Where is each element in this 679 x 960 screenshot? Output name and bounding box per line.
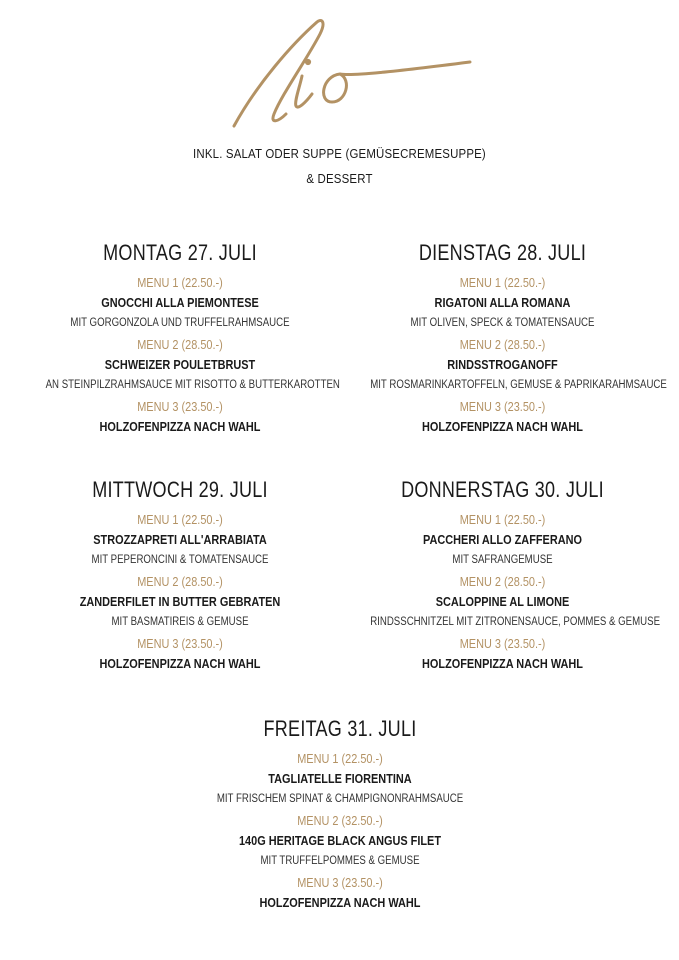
dish-name: HOLZOFENPIZZA NACH WAHL xyxy=(99,419,261,434)
menu-label: MENU 2 (28.50.-) xyxy=(137,337,223,352)
menu-label: MENU 2 (28.50.-) xyxy=(459,574,546,589)
dish-name: RINDSSTROGANOFF xyxy=(447,357,558,372)
dish-description: MIT BASMATIREIS & GEMÜSE xyxy=(111,616,249,628)
dish-description: MIT GORGONZOLA UND TRÜFFELRAHMSAUCE xyxy=(70,317,290,329)
menu-label: MENU 1 (22.50.-) xyxy=(297,751,383,766)
dish-description: MIT SAFRANGEMÜSE xyxy=(452,554,553,566)
day-title: DIENSTAG 28. JULI xyxy=(418,240,587,265)
dish-name: ZANDERFILET IN BUTTER GEBRATEN xyxy=(79,594,281,609)
dish-name: SCHWEIZER POULETBRUST xyxy=(104,357,256,372)
day-block-friday xyxy=(180,716,500,913)
dish-description: MIT PEPERONCINI & TOMATENSAUCE xyxy=(91,554,269,566)
dish-description: RINDSSCHNITZEL MIT ZITRONENSAUCE, POMMES & GEMÜSE xyxy=(370,616,661,628)
menu-label: MENU 3 (23.50.-) xyxy=(459,636,546,651)
menu-label: MENU 3 (23.50.-) xyxy=(297,875,383,890)
dish-name: STROZZAPRETI ALL'ARRABIATA xyxy=(93,532,267,547)
menu-label: MENU 1 (22.50.-) xyxy=(459,275,546,290)
dish-name: HOLZOFENPIZZA NACH WAHL xyxy=(422,656,583,671)
menu-label: MENU 3 (23.50.-) xyxy=(137,399,223,414)
day-title: MITTWOCH 29. JULI xyxy=(92,477,268,502)
day-block-tuesday xyxy=(345,240,667,437)
dish-name: TAGLIATELLE FIORENTINA xyxy=(268,771,412,786)
dish-name: RIGATONI ALLA ROMANA xyxy=(434,295,571,310)
menu-label: MENU 1 (22.50.-) xyxy=(459,512,546,527)
dish-name: HOLZOFENPIZZA NACH WAHL xyxy=(259,895,421,910)
day-title: FREITAG 31. JULI xyxy=(263,716,417,741)
dish-description: MIT OLIVEN, SPECK & TOMATENSAUCE xyxy=(410,317,595,329)
menu-label: MENU 1 (22.50.-) xyxy=(137,275,223,290)
dish-name: SCALOPPINE AL LIMONE xyxy=(435,594,570,609)
dish-name: 140G HERITAGE BLACK ANGUS FILET xyxy=(238,833,442,848)
dish-description: MIT TRÜFFELPOMMES & GEMÜSE xyxy=(260,855,420,867)
intro-line-2: & DESSERT xyxy=(306,171,373,186)
day-title: DONNERSTAG 30. JULI xyxy=(401,477,604,502)
day-title: MONTAG 27. JULI xyxy=(103,240,257,265)
day-block-wednesday xyxy=(20,477,340,674)
dish-name: GNOCCHI ALLA PIEMONTESE xyxy=(101,295,259,310)
day-block-thursday xyxy=(345,477,660,674)
intro-line-1: INKL. SALAT ODER SUPPE (GEMÜSECREMESUPPE) xyxy=(193,146,486,161)
dish-description: MIT FRISCHEM SPINAT & CHAMPIGNONRAHMSAUCE xyxy=(216,793,464,805)
menu-label: MENU 2 (28.50.-) xyxy=(459,337,546,352)
dish-name: HOLZOFENPIZZA NACH WAHL xyxy=(99,656,261,671)
dish-description: AN STEINPILZRAHMSAUCE MIT RISOTTO & BUTTERKAROTTEN xyxy=(45,379,340,391)
dish-description: MIT ROSMARINKARTOFFELN, GEMÜSE & PAPRIKARAHMSAUCE xyxy=(370,379,667,391)
menu-label: MENU 2 (28.50.-) xyxy=(137,574,223,589)
dish-name: HOLZOFENPIZZA NACH WAHL xyxy=(422,419,583,434)
day-block-monday xyxy=(20,240,340,437)
menu-label: MENU 2 (32.50.-) xyxy=(297,813,383,828)
menu-label: MENU 3 (23.50.-) xyxy=(459,399,546,414)
dish-name: PACCHERI ALLO ZAFFERANO xyxy=(423,532,582,547)
menu-label: MENU 1 (22.50.-) xyxy=(137,512,223,527)
menu-label: MENU 3 (23.50.-) xyxy=(137,636,223,651)
lio-logo xyxy=(222,14,472,134)
